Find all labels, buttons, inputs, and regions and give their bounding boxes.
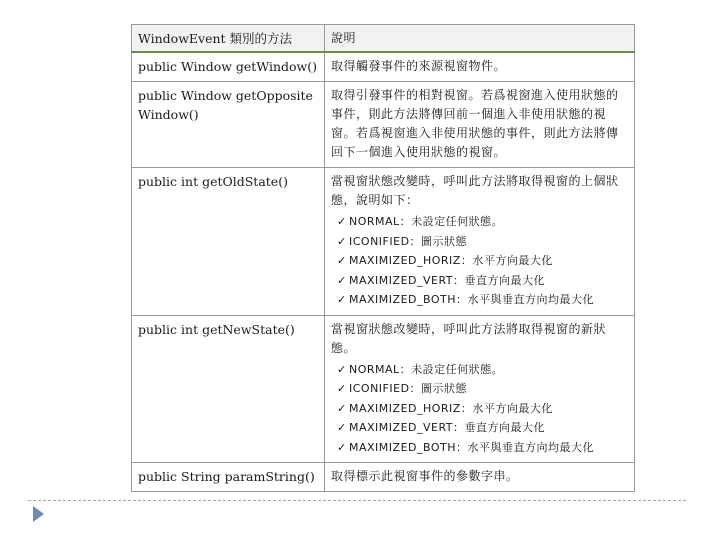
state-option-text: MAXIMIZED_HORIZ：水平方向最大化	[349, 401, 553, 415]
method-description-cell	[325, 52, 635, 82]
method-signature: public int getNewState()	[132, 315, 325, 463]
list-item	[337, 438, 628, 458]
state-options-list	[331, 212, 628, 310]
list-item	[337, 251, 628, 271]
state-options-list	[331, 360, 628, 458]
method-description: 當視窗狀態改變時，呼叫此方法將取得視窗的新狀態。	[331, 321, 607, 355]
state-option-text: ICONIFIED：圖示狀態	[349, 382, 468, 395]
slide-divider	[28, 500, 686, 501]
method-description-cell	[325, 82, 635, 168]
table-row	[132, 52, 635, 82]
table-row	[132, 463, 635, 492]
table-body	[132, 52, 635, 492]
state-option-text: MAXIMIZED_BOTH：水平與垂直方向均最大化	[349, 440, 594, 454]
state-option-text: MAXIMIZED_VERT：垂直方向最大化	[349, 421, 546, 434]
table-row	[132, 168, 635, 316]
header-method-column: WindowEvent 類別的方法	[132, 25, 325, 53]
method-signature: public int getOldState()	[132, 168, 325, 316]
check-mark-icon: ✓	[337, 382, 347, 395]
method-description: 取得觸發事件的來源視窗物件。	[331, 59, 507, 73]
check-mark-icon: ✓	[337, 293, 347, 306]
state-option-text: MAXIMIZED_HORIZ：水平方向最大化	[349, 254, 553, 267]
list-item	[337, 418, 628, 438]
header-description-column: 說明	[325, 25, 635, 53]
check-mark-icon: ✓	[337, 421, 347, 434]
list-item	[337, 379, 628, 399]
method-signature: public Window getOppositeWindow()	[132, 82, 325, 168]
list-item	[337, 399, 628, 419]
method-description-cell	[325, 168, 635, 316]
list-item	[337, 290, 628, 310]
state-option-text: MAXIMIZED_VERT：垂直方向最大化	[349, 273, 546, 287]
state-option-text: NORMAL：未設定任何狀態。	[349, 362, 504, 376]
list-item	[337, 232, 628, 252]
check-mark-icon: ✓	[337, 440, 347, 454]
list-item	[337, 360, 628, 380]
method-description-cell	[325, 463, 635, 492]
check-mark-icon: ✓	[337, 215, 347, 228]
method-description: 當視窗狀態改變時，呼叫此方法將取得視窗的上個狀態，說明如下：	[331, 174, 619, 207]
method-signature: public Window getWindow()	[132, 52, 325, 82]
table-row	[132, 315, 635, 463]
check-mark-icon: ✓	[337, 362, 347, 376]
check-mark-icon: ✓	[337, 273, 347, 287]
state-option-text: ICONIFIED：圖示狀態	[349, 234, 468, 248]
check-mark-icon: ✓	[337, 234, 347, 248]
methods-table	[131, 24, 635, 492]
method-description: 取得引發事件的相對視窗。若爲視窗進入使用狀態的事件，則此方法將傳回前一個進入非使用狀態的視窗。若爲視窗進入非使用狀態的事件，則此方法將傳回下一個進入使用狀態的視窗。	[331, 88, 619, 159]
method-description: 取得標示此視窗事件的參數字串。	[331, 469, 519, 483]
method-signature: public String paramString()	[132, 463, 325, 492]
check-mark-icon: ✓	[337, 254, 347, 267]
state-option-text: MAXIMIZED_BOTH：水平與垂直方向均最大化	[349, 293, 594, 306]
table-header-row	[132, 25, 635, 53]
list-item	[337, 271, 628, 291]
triangle-bullet-icon	[33, 506, 44, 522]
check-mark-icon: ✓	[337, 401, 347, 415]
state-option-text: NORMAL：未設定任何狀態。	[349, 215, 504, 228]
list-item	[337, 212, 628, 232]
table-row	[132, 82, 635, 168]
method-description-cell	[325, 315, 635, 463]
